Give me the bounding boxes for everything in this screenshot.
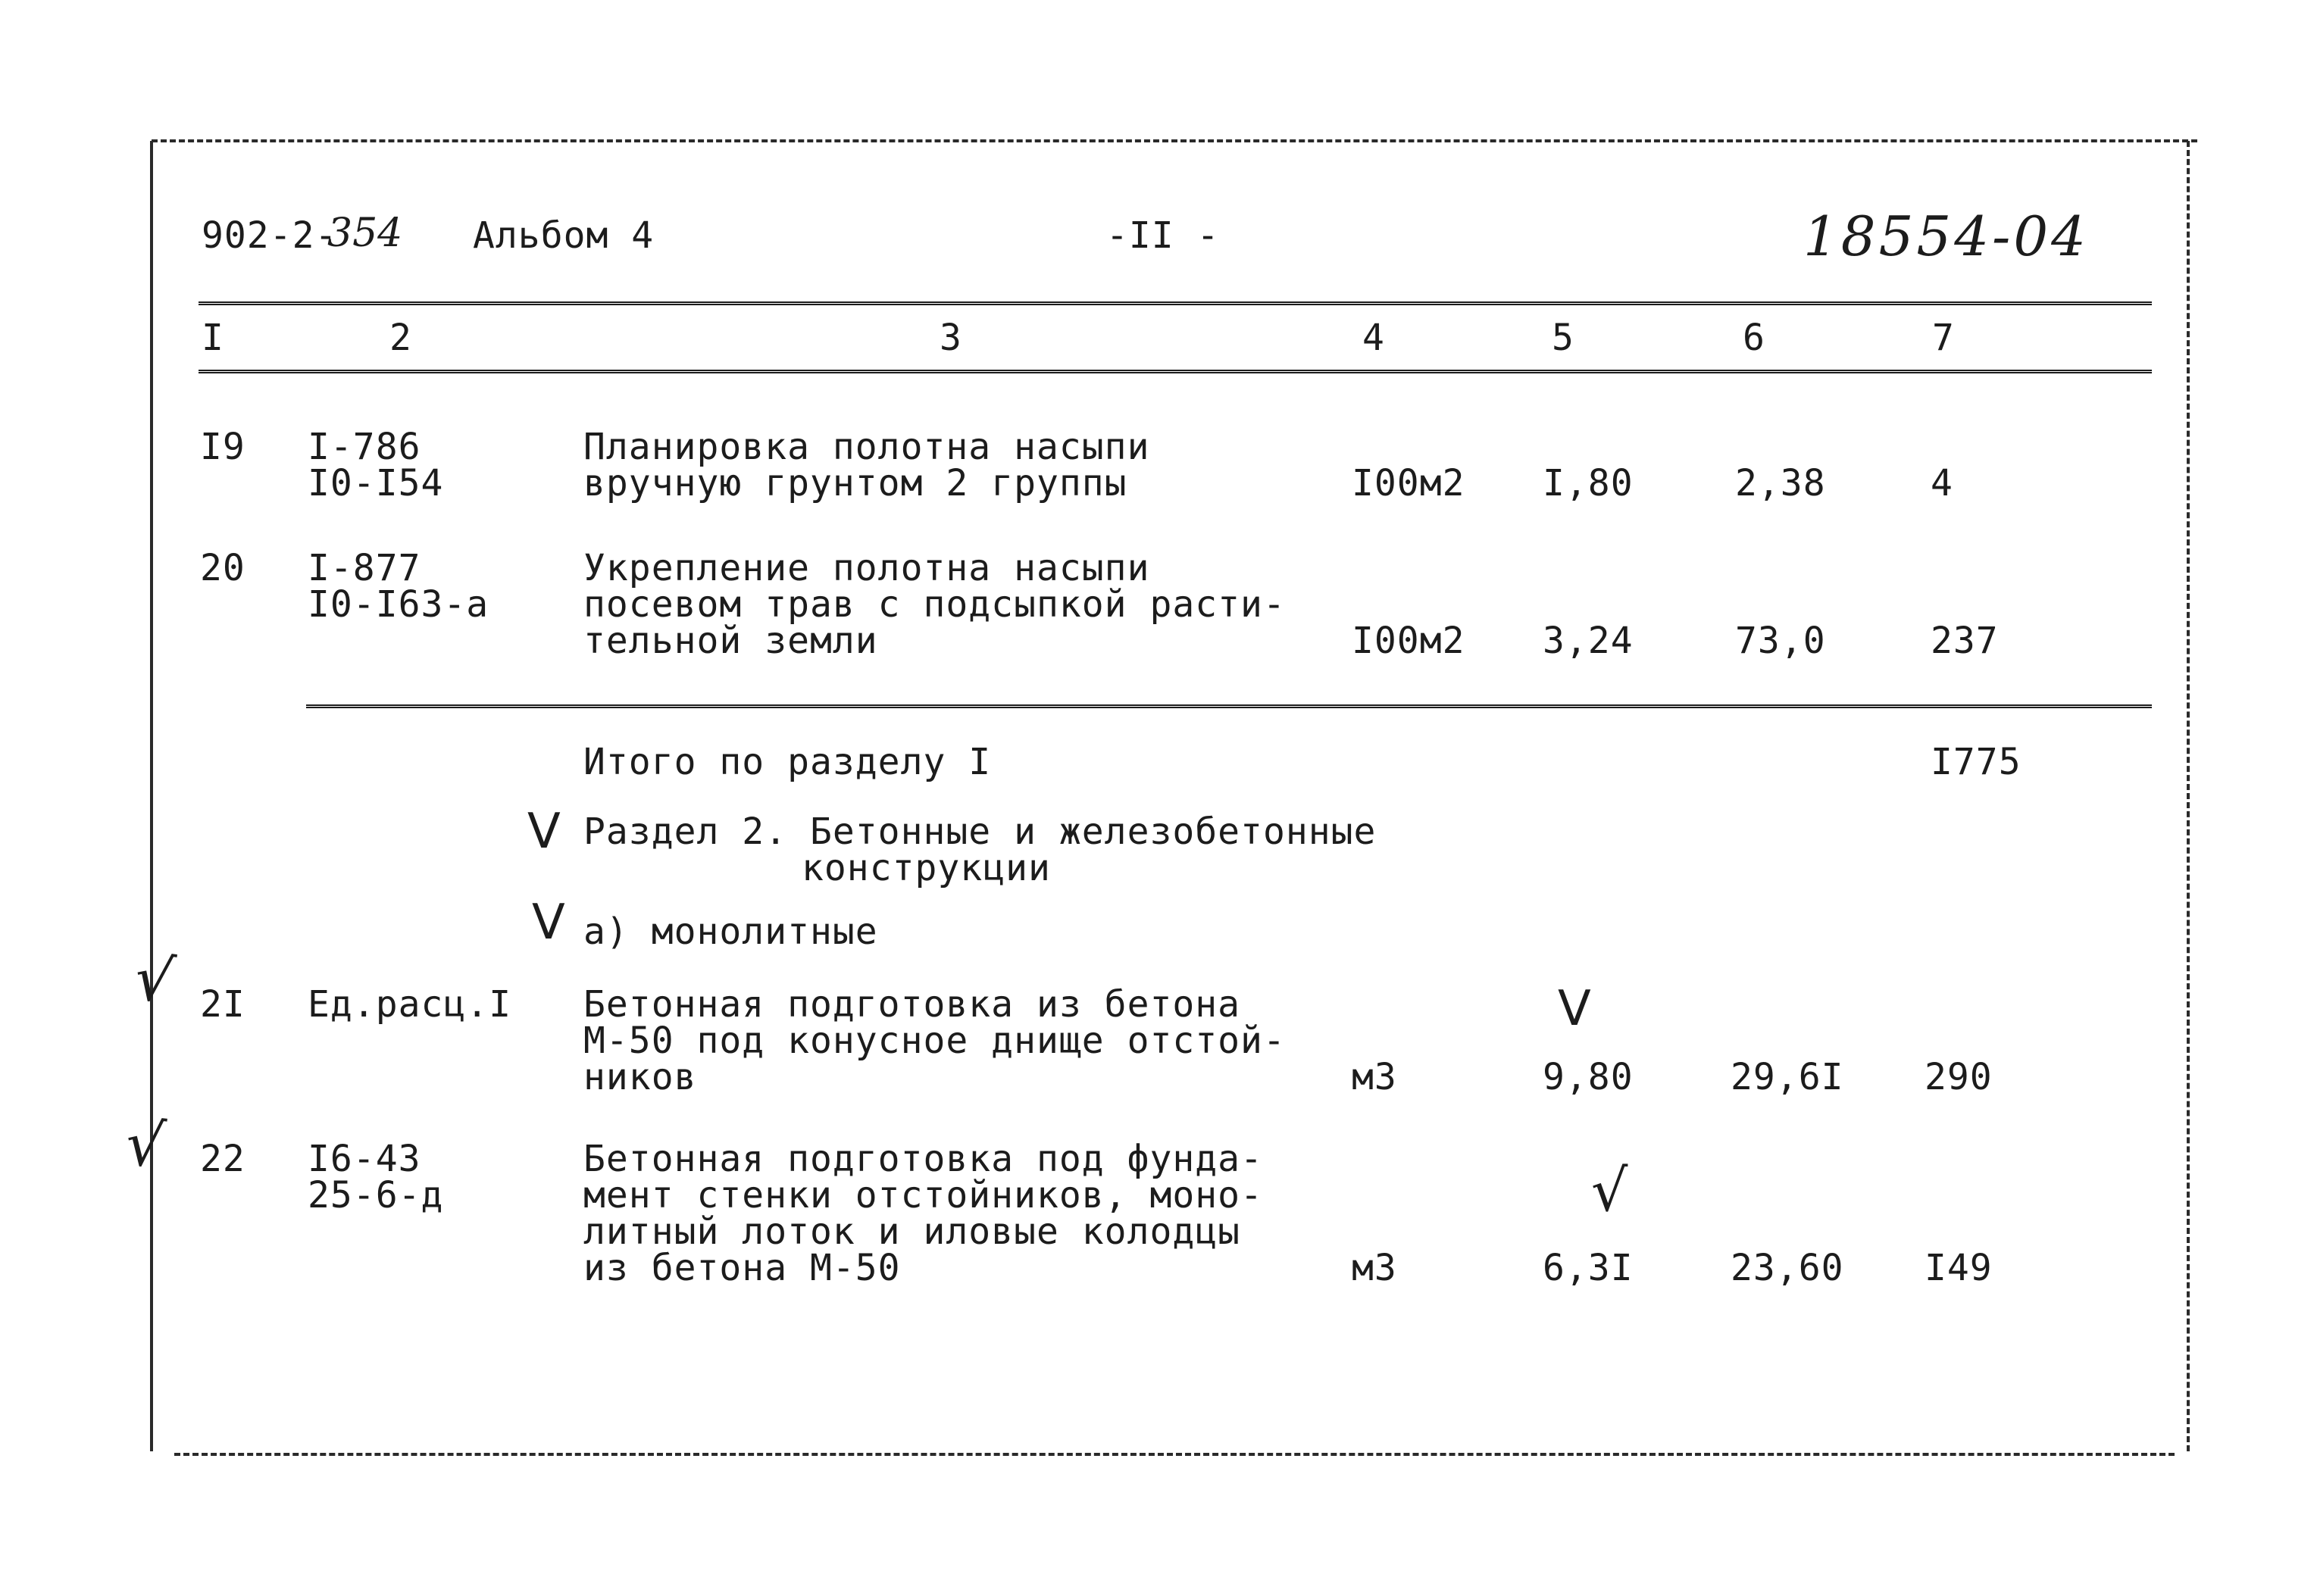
section-total-label: Итого по разделу I [583, 741, 992, 783]
col-header-5: 5 [1552, 317, 1574, 359]
code-line: I6-43 [308, 1138, 421, 1180]
header-top-rule [199, 301, 2152, 308]
desc-line: из бетона М-50 [583, 1247, 901, 1289]
desc-line: мент стенки отстойников, моно- [583, 1174, 1263, 1217]
doc-code: 902-2- [202, 214, 338, 257]
row-number: I9 [200, 426, 245, 468]
col-header-4: 4 [1362, 317, 1385, 359]
doc-code-handwritten: 354 [327, 211, 403, 256]
row-number: 20 [200, 547, 245, 589]
row-number: 2I [200, 983, 245, 1026]
code-line: 25-6-д [308, 1174, 444, 1217]
row-total: 237 [1931, 620, 1999, 662]
frame-right-line [2187, 141, 2190, 1451]
desc-line: Планировка полотна насыпи [583, 426, 1150, 468]
row-unit: I00м2 [1352, 620, 1465, 662]
row-unit: м3 [1352, 1056, 1397, 1098]
desc-line: ников [583, 1056, 697, 1098]
desc-line: Бетонная подготовка из бетона [583, 983, 1241, 1026]
code-line: I-877 [308, 547, 421, 589]
code-line: I-786 [308, 426, 421, 468]
check-mark-icon: √ [130, 942, 179, 1018]
check-mark-icon: V [1558, 981, 1591, 1037]
desc-line: тельной земли [583, 620, 878, 662]
section-rule [306, 704, 2152, 711]
row-total: 290 [1925, 1056, 1993, 1098]
row-code [308, 983, 512, 1026]
row-total: 4 [1931, 462, 1953, 504]
row-unit-price: 73,0 [1735, 620, 1826, 662]
row-code [308, 1138, 444, 1217]
desc-line: литный лоток и иловые колодцы [583, 1210, 1241, 1253]
row-number: 22 [200, 1138, 245, 1180]
row-description [583, 1138, 1263, 1289]
row-quantity: 9,80 [1543, 1056, 1634, 1098]
row-unit-price: 2,38 [1735, 462, 1826, 504]
desc-line: М-50 под конусное днище отстой- [583, 1020, 1286, 1062]
frame-top-line [152, 139, 2197, 142]
row-total: I49 [1925, 1247, 1993, 1289]
check-mark-icon: V [527, 804, 561, 860]
row-quantity: 6,3I [1543, 1247, 1634, 1289]
code-line: I0-I54 [308, 462, 444, 504]
frame-bottom-line [174, 1453, 2175, 1456]
section2-title [583, 810, 1377, 889]
section-total-value: I775 [1931, 741, 2022, 783]
check-mark-icon: V [532, 895, 565, 951]
check-mark-icon: √ [1591, 1157, 1628, 1224]
desc-line: Укрепление полотна насыпи [583, 547, 1150, 589]
row-description [583, 547, 1286, 662]
row-code [308, 426, 444, 504]
page-number: -II - [1106, 214, 1220, 257]
code-line: I0-I63-а [308, 583, 489, 626]
row-unit-price: 29,6I [1731, 1056, 1844, 1098]
col-header-1: I [202, 317, 224, 359]
section2-title-line: конструкции [802, 847, 1051, 889]
header-bottom-rule [199, 370, 2152, 376]
desc-line: вручную грунтом 2 группы [583, 462, 1127, 504]
subsection-title: а) монолитные [583, 910, 878, 953]
col-header-2: 2 [389, 317, 412, 359]
col-header-7: 7 [1932, 317, 1955, 359]
col-header-6: 6 [1743, 317, 1765, 359]
row-quantity: 3,24 [1543, 620, 1634, 662]
col-header-3: 3 [940, 317, 962, 359]
stamp-number-handwritten: 18554-04 [1803, 205, 2089, 268]
code-line: Ед.расц.I [308, 983, 512, 1026]
row-unit: м3 [1352, 1247, 1397, 1289]
row-code [308, 547, 489, 626]
row-unit: I00м2 [1352, 462, 1465, 504]
frame-left-line [150, 141, 153, 1451]
row-description [583, 983, 1286, 1098]
desc-line: Бетонная подготовка под фунда- [583, 1138, 1263, 1180]
check-mark-icon: √ [122, 1107, 168, 1182]
section2-title-line: Раздел 2. Бетонные и железобетонные [583, 810, 1377, 853]
desc-line: посевом трав с подсыпкой расти- [583, 583, 1286, 626]
row-description [583, 426, 1150, 504]
row-quantity: I,80 [1543, 462, 1634, 504]
album-label: Альбом 4 [473, 214, 655, 257]
row-unit-price: 23,60 [1731, 1247, 1844, 1289]
